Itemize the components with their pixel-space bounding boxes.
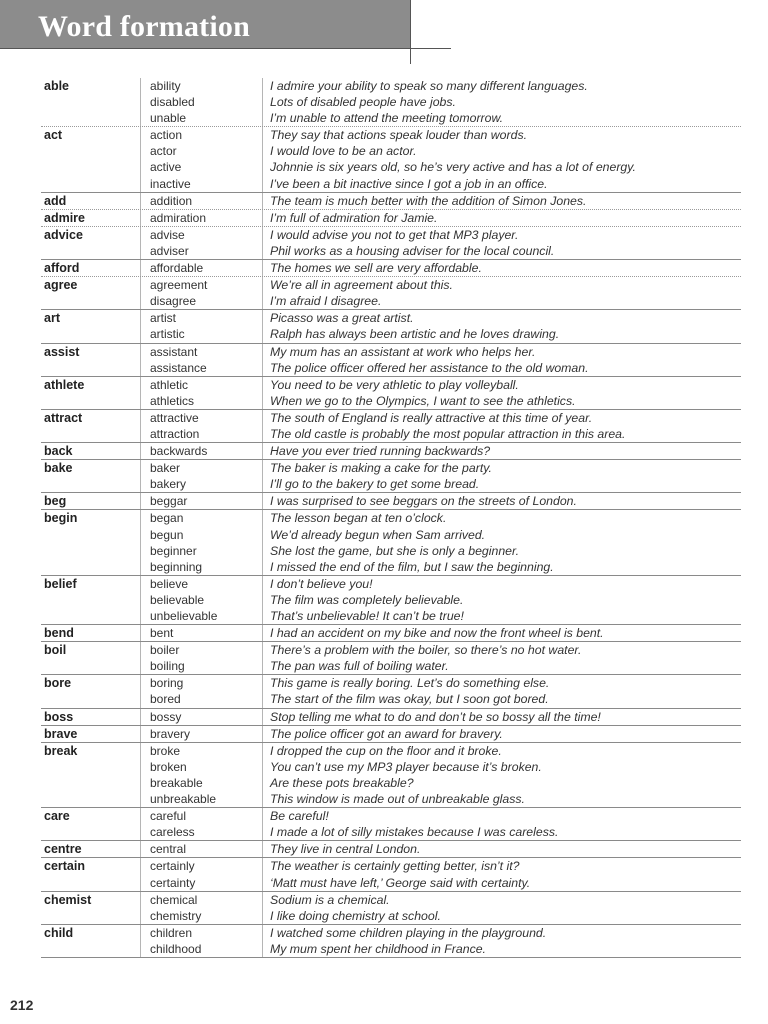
example-sentence: The lesson began at ten o’clock. [270,511,447,526]
derived-word: beggar [150,494,188,509]
page-title: Word formation [38,10,250,43]
headword: brave [44,726,78,741]
column-divider [262,227,263,259]
derived-word: certainty [150,875,196,890]
example-sentence: The start of the film was okay, but I soon got bored. [270,692,549,707]
headword: add [44,193,67,208]
column-divider [262,377,263,409]
column-divider [262,344,263,376]
example-sentence: I missed the end of the film, but I saw the beginning. [270,559,554,574]
example-sentence: The police officer offered her assistance to the old woman. [270,360,589,375]
column-divider [140,743,141,807]
column-divider [262,493,263,509]
derived-word: unable [150,111,187,126]
example-sentence: I don’t believe you! [270,576,373,591]
column-divider [262,642,263,674]
column-divider [140,460,141,492]
derived-word: artistic [150,327,185,342]
column-divider [262,210,263,226]
column-divider [262,858,263,890]
derived-word: disabled [150,95,195,110]
derived-word: advise [150,227,185,242]
entry-row-care [41,808,741,841]
headword: admire [44,210,85,225]
column-divider [262,675,263,707]
example-sentence: I had an accident on my bike and now the front wheel is bent. [270,626,604,641]
derived-word: boring [150,676,184,691]
column-divider [262,510,263,574]
column-divider [140,925,141,957]
entry-row-boss [41,709,741,726]
headword: assist [44,344,80,359]
headword: able [44,79,70,93]
entry-row-assist [41,344,741,377]
column-divider [262,841,263,857]
derived-word: began [150,511,184,526]
example-sentence: The homes we sell are very affordable. [270,261,482,276]
derived-word: addition [150,193,193,208]
derived-word: artist [150,311,177,326]
entry-row-admire [41,210,741,227]
headword: begin [44,511,78,526]
entry-row-boil [41,642,741,675]
entry-row-agree [41,277,741,310]
headword: act [44,128,63,143]
derived-word: careful [150,809,187,824]
example-sentence: I like doing chemistry at school. [270,908,441,923]
column-divider [140,344,141,376]
derived-word: believe [150,576,189,591]
column-divider [262,925,263,957]
column-divider [262,576,263,624]
example-sentence: I was surprised to see beggars on the streets of London. [270,494,577,509]
example-sentence: I would advise you not to get that MP3 player. [270,227,519,242]
example-sentence: That’s unbelievable! It can’t be true! [270,609,464,623]
column-divider [262,726,263,742]
derived-word: assistant [150,344,198,359]
entry-row-bore [41,675,741,708]
entry-row-belief [41,576,741,625]
column-divider [140,277,141,309]
derived-word: unbreakable [150,792,217,807]
derived-word: childhood [150,941,202,956]
example-sentence: Stop telling me what to do and don’t be so bossy all the time! [270,709,601,724]
example-sentence: I’m unable to attend the meeting tomorrow. [270,111,504,126]
example-sentence: Be careful! [270,809,329,824]
derived-word: disagree [150,294,197,309]
example-sentence: She lost the game, but she is only a beginner. [270,543,520,558]
example-sentence: They live in central London. [270,842,421,857]
example-sentence: I watched some children playing in the playground. [270,925,547,940]
column-divider [140,726,141,742]
derived-word: ability [150,79,181,93]
headword: centre [44,842,82,857]
derived-word: affordable [150,261,204,276]
derived-word: begun [150,527,184,542]
entry-row-art [41,310,741,343]
headword: break [44,743,78,758]
column-divider [140,210,141,226]
example-sentence: This game is really boring. Let’s do something else. [270,676,550,691]
entry-row-begin [41,510,741,575]
column-divider [140,858,141,890]
headword: chemist [44,892,92,907]
derived-word: breakable [150,775,203,790]
headword: child [44,925,74,940]
headword: belief [44,576,77,591]
entry-row-bake [41,460,741,493]
column-divider [140,493,141,509]
example-sentence: This window is made out of unbreakable glass. [270,792,525,807]
example-sentence: Lots of disabled people have jobs. [270,95,456,110]
derived-word: assistance [150,360,207,375]
column-divider [262,443,263,459]
header-divider [410,0,411,64]
example-sentence: Johnnie is six years old, so he’s very active and has a lot of energy. [270,160,636,175]
headword: boss [44,709,74,724]
example-sentence: The film was completely believable. [270,592,464,607]
column-divider [140,642,141,674]
column-divider [262,460,263,492]
column-divider [140,310,141,342]
derived-word: central [150,842,187,857]
entry-row-brave [41,726,741,743]
derived-word: active [150,160,182,175]
entry-row-able [41,78,741,127]
headword: art [44,311,60,326]
derived-word: athletics [150,393,195,408]
example-sentence: I made a lot of silly mistakes because I was careless. [270,825,559,840]
example-sentence: The police officer got an award for bravery. [270,726,503,741]
derived-word: bakery [150,477,187,492]
example-sentence: My mum has an assistant at work who helps her. [270,344,536,359]
example-sentence: There’s a problem with the boiler, so there’s no hot water. [270,643,582,658]
derived-word: boiler [150,643,180,658]
column-divider [140,841,141,857]
entry-row-certain [41,858,741,891]
example-sentence: Picasso was a great artist. [270,311,414,326]
headword: afford [44,261,80,276]
headword: care [44,809,70,824]
example-sentence: The south of England is really attractive at this time of year. [270,410,593,425]
entry-row-break [41,743,741,808]
column-divider [140,193,141,209]
column-divider [140,443,141,459]
example-sentence: I would love to be an actor. [270,144,417,159]
column-divider [140,625,141,641]
entry-row-add [41,193,741,210]
derived-word: certainly [150,859,195,874]
derived-word: beginning [150,559,203,574]
column-divider [262,260,263,276]
derived-word: admiration [150,210,207,225]
headword: attract [44,410,83,425]
entry-row-advice [41,227,741,260]
column-divider [262,709,263,725]
derived-word: agreement [150,278,208,293]
entry-row-beg [41,493,741,510]
example-sentence: We’re all in agreement about this. [270,278,453,293]
example-sentence: I’m afraid I disagree. [270,294,382,309]
derived-word: adviser [150,243,189,258]
derived-word: beginner [150,543,197,558]
entry-row-act [41,127,741,192]
derived-word: action [150,128,183,143]
derived-word: believable [150,592,205,607]
derived-word: boiling [150,659,185,674]
column-divider [262,743,263,807]
header-rule [410,48,451,49]
entry-row-back [41,443,741,460]
example-sentence: The pan was full of boiling water. [270,659,449,674]
column-divider [140,510,141,574]
entry-row-bend [41,625,741,642]
entry-row-attract [41,410,741,443]
example-sentence: I’ve been a bit inactive since I got a job in an office. [270,176,548,191]
example-sentence: When we go to the Olympics, I want to see the athletics. [270,393,576,408]
derived-word: broken [150,759,187,774]
example-sentence: The old castle is probably the most popular attraction in this area. [270,426,626,441]
derived-word: actor [150,144,177,159]
derived-word: unbelievable [150,609,218,623]
column-divider [140,260,141,276]
column-divider [262,808,263,840]
headword: certain [44,859,85,874]
column-divider [262,892,263,924]
derived-word: careless [150,825,195,840]
headword: boil [44,643,67,658]
example-sentence: ‘Matt must have left,’ George said with certainty. [270,875,531,890]
example-sentence: The baker is making a cake for the party. [270,461,492,476]
column-divider [140,709,141,725]
example-sentence: They say that actions speak louder than words. [270,128,528,143]
example-sentence: Have you ever tried running backwards? [270,444,491,459]
headword: athlete [44,377,85,392]
page-number: 212 [10,997,34,1013]
example-sentence: Sodium is a chemical. [270,892,390,907]
column-divider [140,78,141,126]
column-divider [140,227,141,259]
column-divider [262,78,263,126]
column-divider [262,193,263,209]
entry-row-afford [41,260,741,277]
derived-word: attractive [150,410,199,425]
column-divider [262,625,263,641]
example-sentence: You can’t use my MP3 player because it’s broken. [270,759,542,774]
column-divider [140,808,141,840]
entry-row-child [41,925,741,958]
column-divider [140,576,141,624]
example-sentence: The team is much better with the addition of Simon Jones. [270,193,587,208]
column-divider [140,127,141,191]
column-divider [140,892,141,924]
column-divider [140,675,141,707]
derived-word: chemistry [150,908,202,923]
example-sentence: My mum spent her childhood in France. [270,941,486,956]
example-sentence: I admire your ability to speak so many different languages. [270,79,588,93]
derived-word: backwards [150,444,208,459]
entry-row-athlete [41,377,741,410]
entry-row-centre [41,841,741,858]
derived-word: broke [150,743,181,758]
example-sentence: Ralph has always been artistic and he loves drawing. [270,327,560,342]
headword: bend [44,626,74,641]
derived-word: athletic [150,377,189,392]
derived-word: bent [150,626,174,641]
headword: agree [44,278,78,293]
column-divider [262,310,263,342]
headword: advice [44,227,83,242]
derived-word: inactive [150,176,191,191]
derived-word: bored [150,692,181,707]
example-sentence: I’ll go to the bakery to get some bread. [270,477,480,492]
headword: bake [44,461,73,476]
headword: back [44,444,73,459]
example-sentence: I dropped the cup on the floor and it broke. [270,743,502,758]
derived-word: children [150,925,193,940]
example-sentence: Are these pots breakable? [270,775,414,790]
headword: beg [44,494,67,509]
example-sentence: Phil works as a housing adviser for the local council. [270,243,555,258]
example-sentence: You need to be very athletic to play volleyball. [270,377,519,392]
example-sentence: The weather is certainly getting better, isn’t it? [270,859,520,874]
word-formation-table [41,78,741,958]
example-sentence: I’m full of admiration for Jamie. [270,210,438,225]
derived-word: baker [150,461,181,476]
derived-word: attraction [150,426,200,441]
page-header [0,0,410,49]
column-divider [262,127,263,191]
derived-word: chemical [150,892,198,907]
derived-word: bravery [150,726,191,741]
column-divider [140,377,141,409]
example-sentence: We’d already begun when Sam arrived. [270,527,486,542]
column-divider [140,410,141,442]
entry-row-chemist [41,892,741,925]
column-divider [262,277,263,309]
headword: bore [44,676,72,691]
derived-word: bossy [150,709,182,724]
column-divider [262,410,263,442]
